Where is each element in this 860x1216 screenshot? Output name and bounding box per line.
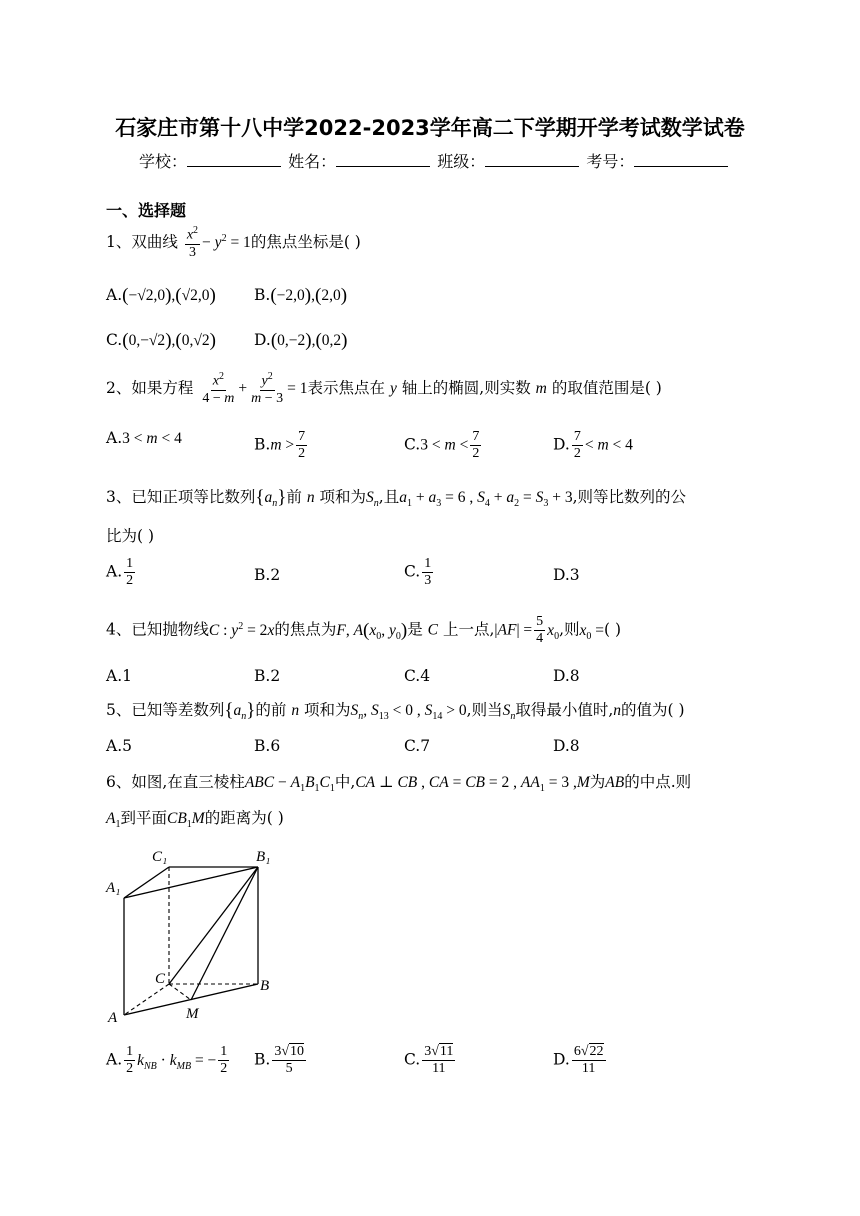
option-5c[interactable]: C.7	[404, 737, 431, 755]
question-2: 2、如果方程 $\frac{x^2}{4 - m}$ + $\frac{y^2}{m - 3}$ = 1表示焦点在 y 轴上的椭圆,则实数 m 的取值范围是( )	[106, 371, 662, 406]
option-letter: A.	[106, 562, 123, 581]
question-text: 的距离为( )	[204, 809, 284, 827]
question-text: 上一点,	[442, 620, 495, 639]
option-letter: B.	[254, 286, 271, 304]
question-text: 已知等差数列	[131, 701, 225, 719]
question-text: 轴上的椭圆,则实数	[401, 378, 531, 397]
option-letter: C.	[404, 1050, 421, 1069]
question-number: 4、	[106, 620, 132, 639]
question-text: 的焦点为	[274, 620, 337, 639]
question-number: 1、	[106, 232, 132, 251]
question-text: 项和为	[319, 488, 367, 506]
question-6-cont: $A_1$到平面$CB_1M$的距离为( )	[106, 809, 284, 831]
question-text: 如图,在直三棱柱	[131, 773, 245, 791]
name-label: 姓名：	[288, 152, 337, 171]
prism-figure	[100, 840, 290, 1030]
question-3-cont: 比为( )	[106, 527, 155, 545]
label-c1: C₁	[152, 849, 168, 865]
option-4d[interactable]: D.8	[553, 667, 580, 685]
question-1: 1、双曲线 $\frac{x^2}{3}$ − $y^2 = 1$的焦点坐标是( )	[106, 225, 361, 260]
question-text: 中,	[334, 773, 356, 791]
question-text: 是	[407, 620, 423, 639]
option-5d[interactable]: D.8	[553, 737, 580, 755]
label-c: C	[155, 971, 166, 987]
option-4b[interactable]: B.2	[254, 667, 281, 685]
question-text: 已知正项等比数列	[131, 488, 256, 506]
option-1b[interactable]: B.(−2,0),(2,0)	[254, 285, 348, 306]
number-blank[interactable]	[634, 152, 728, 167]
option-2b[interactable]: B.m > $\frac{7}{2}$	[254, 429, 306, 462]
question-text: ,则	[559, 620, 580, 639]
question-text: ,则当	[466, 701, 503, 719]
question-text: 如果方程	[131, 378, 194, 397]
question-3: 3、已知正项等比数列$\{a_n\}$前 n 项和为$S_n$,且$a_1 + a_3 = 6$ , $S_4 + a_2 = S_3 + 3$,则等比数列的公	[106, 487, 687, 510]
section-heading: 一、选择题	[106, 201, 187, 220]
question-number: 3、	[106, 488, 132, 506]
label-b: B	[260, 978, 270, 994]
formula: $\frac{y^2}{m - 3}$	[251, 371, 284, 406]
question-number: 2、	[106, 378, 132, 397]
question-text: 为	[589, 773, 606, 791]
option-6b[interactable]: B. $\frac{3√10}{5}$	[254, 1044, 305, 1077]
option-5a[interactable]: A.5	[106, 737, 132, 755]
option-5b[interactable]: B.6	[254, 737, 281, 755]
option-letter: D.	[553, 1050, 570, 1069]
question-text: 前	[286, 488, 302, 506]
student-info-row	[139, 149, 730, 172]
option-6a[interactable]: A. $\frac{1}{2}$ $k_{NB} \cdot k_{MB}$ = − $\frac{1}{2}$	[106, 1044, 228, 1077]
label-a1: A₁	[106, 880, 121, 896]
question-number: 6、	[106, 773, 132, 791]
school-blank[interactable]	[187, 152, 281, 167]
class-label: 班级：	[437, 152, 486, 171]
question-text: ,则等比数列的公	[572, 488, 687, 506]
option-letter: D.	[254, 331, 271, 349]
option-letter: A.	[106, 286, 123, 304]
question-text: 的焦点坐标是( )	[250, 232, 361, 251]
option-6d[interactable]: D. $\frac{6√22}{11}$	[553, 1044, 604, 1077]
label-b1: B₁	[256, 849, 271, 865]
option-1a[interactable]: A.(−√2,0),(√2,0)	[106, 285, 216, 306]
option-2a[interactable]: A.3 < m < 4	[106, 429, 182, 447]
question-text: 的前	[255, 701, 287, 719]
school-label: 学校：	[139, 152, 188, 171]
question-text: 双曲线	[131, 232, 178, 251]
question-6: 6、如图,在直三棱柱ABC − $A_1B_1C_1$中,CA ⊥ CB , CA = CB = 2 , $AA_1 = 3$ ,M为AB的中点.则	[106, 773, 692, 795]
label-m: M	[186, 1006, 199, 1022]
option-letter: C.	[404, 562, 421, 581]
option-2c[interactable]: C.3 < m < $\frac{7}{2}$	[404, 429, 480, 462]
formula: $\frac{x^2}{3}$	[186, 225, 199, 260]
question-text: 项和为	[304, 701, 351, 719]
question-text: 表示焦点在	[307, 378, 386, 397]
option-4c[interactable]: C.4	[404, 667, 431, 685]
question-number: 5、	[106, 701, 132, 719]
option-4a[interactable]: A.1	[106, 667, 132, 685]
question-text: 的取值范围是( )	[551, 378, 662, 397]
option-letter: D.	[553, 435, 570, 454]
label-a: A	[108, 1010, 118, 1026]
option-letter: A.	[106, 429, 123, 447]
question-text: 已知抛物线	[131, 620, 209, 639]
question-text: ,且	[378, 488, 400, 506]
option-1c[interactable]: C.(0,−√2),(0,√2)	[106, 330, 216, 351]
option-3d[interactable]: D.3	[553, 566, 580, 584]
option-2d[interactable]: D. $\frac{7}{2}$ < m < 4	[553, 429, 633, 462]
option-letter: C.	[404, 435, 421, 454]
option-3c[interactable]: C. $\frac{1}{3}$	[404, 556, 432, 589]
question-text: 的中点.则	[624, 773, 692, 791]
question-5: 5、已知等差数列$\{a_n\}$的前 n 项和为$S_n$, $S_{13} < 0$ , $S_{14} > 0$,则当$S_n$取得最小值时,n的值为( )	[106, 700, 685, 723]
option-letter: B.	[254, 1050, 271, 1069]
option-letter: B.	[254, 435, 271, 454]
option-3b[interactable]: B.2	[254, 566, 281, 584]
formula: $\frac{x^2}{4 - m}$	[202, 371, 235, 406]
class-blank[interactable]	[485, 152, 579, 167]
question-text: 的值为( )	[621, 701, 685, 719]
question-4: 4、已知抛物线C : $y^2 = 2x$的焦点为F, $A(x_0$, $y_0$)是 C 上一点,|AF| = $\frac{5}{4}$ $x_0$,则$x_0$ =( )	[106, 614, 622, 647]
number-label: 考号：	[586, 152, 635, 171]
option-6c[interactable]: C. $\frac{3√11}{11}$	[404, 1044, 454, 1077]
question-text: 到平面	[120, 809, 167, 827]
name-blank[interactable]	[336, 152, 430, 167]
option-3a[interactable]: A. $\frac{1}{2}$	[106, 556, 134, 589]
exam-title: 石家庄市第十八中学2022-2023学年高二下学期开学考试数学试卷	[115, 116, 745, 140]
option-letter: A.	[106, 1050, 123, 1069]
question-text: ( )	[604, 620, 622, 639]
option-letter: C.	[106, 331, 123, 349]
question-text: 取得最小值时,	[515, 701, 614, 719]
option-1d[interactable]: D.(0,−2),(0,2)	[254, 330, 348, 351]
